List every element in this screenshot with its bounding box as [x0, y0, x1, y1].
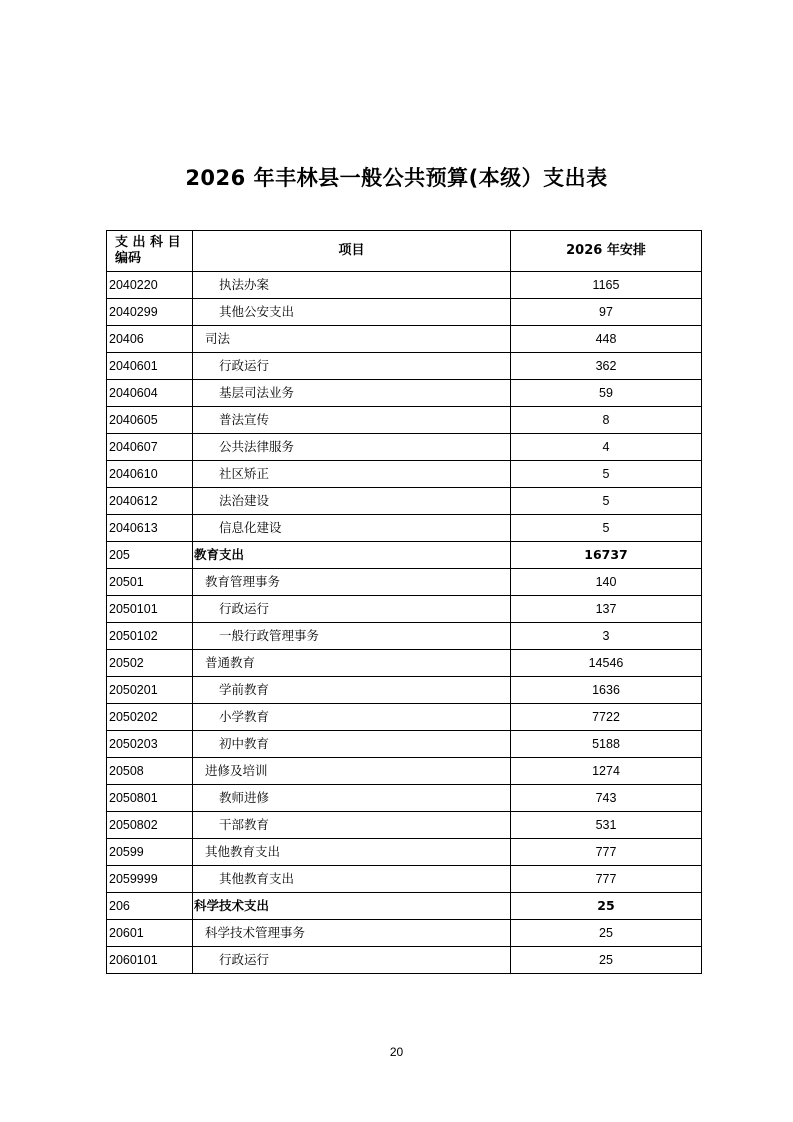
table-header-row	[107, 231, 702, 272]
row-amount: 140	[511, 569, 702, 596]
table-row	[107, 893, 702, 920]
table-row	[107, 785, 702, 812]
row-code: 20508	[107, 758, 193, 785]
row-item-name: 公共法律服务	[193, 434, 511, 461]
row-code: 20601	[107, 920, 193, 947]
row-amount: 97	[511, 299, 702, 326]
row-item-name: 学前教育	[193, 677, 511, 704]
row-code: 2040607	[107, 434, 193, 461]
header-code-line2: 编码	[115, 251, 142, 266]
row-item-name: 基层司法业务	[193, 380, 511, 407]
row-item-name: 干部教育	[193, 812, 511, 839]
row-item-name: 社区矫正	[193, 461, 511, 488]
row-code: 2050102	[107, 623, 193, 650]
table-row	[107, 380, 702, 407]
row-code: 2059999	[107, 866, 193, 893]
row-amount: 25	[511, 947, 702, 974]
table-row	[107, 677, 702, 704]
row-item-name: 行政运行	[193, 353, 511, 380]
row-amount: 777	[511, 839, 702, 866]
row-code: 2050203	[107, 731, 193, 758]
table-row	[107, 569, 702, 596]
row-code: 2040299	[107, 299, 193, 326]
row-code: 206	[107, 893, 193, 920]
row-item-name: 进修及培训	[193, 758, 511, 785]
table-row	[107, 596, 702, 623]
row-code: 2050101	[107, 596, 193, 623]
row-amount: 5188	[511, 731, 702, 758]
table-row	[107, 434, 702, 461]
row-amount: 14546	[511, 650, 702, 677]
row-code: 2050201	[107, 677, 193, 704]
row-amount: 16737	[511, 542, 702, 569]
table-row	[107, 866, 702, 893]
table-row	[107, 812, 702, 839]
row-amount: 25	[511, 920, 702, 947]
table-row	[107, 461, 702, 488]
table-row	[107, 488, 702, 515]
row-item-name: 信息化建设	[193, 515, 511, 542]
row-amount: 3	[511, 623, 702, 650]
row-item-name: 教育支出	[193, 542, 511, 569]
header-code-line1: 支 出 科 目	[115, 235, 181, 250]
row-amount: 1165	[511, 272, 702, 299]
row-item-name: 科学技术管理事务	[193, 920, 511, 947]
table-row	[107, 623, 702, 650]
row-item-name: 行政运行	[193, 947, 511, 974]
table-body	[107, 231, 702, 974]
row-amount: 1274	[511, 758, 702, 785]
row-amount: 1636	[511, 677, 702, 704]
table-row	[107, 326, 702, 353]
row-amount: 448	[511, 326, 702, 353]
row-code: 2040610	[107, 461, 193, 488]
table-row	[107, 272, 702, 299]
table-row	[107, 542, 702, 569]
page-title: 2026 年丰林县一般公共预算(本级）支出表	[185, 166, 608, 190]
row-item-name: 小学教育	[193, 704, 511, 731]
row-amount: 4	[511, 434, 702, 461]
row-amount: 743	[511, 785, 702, 812]
table-row	[107, 758, 702, 785]
row-item-name: 其他教育支出	[193, 839, 511, 866]
row-item-name: 科学技术支出	[193, 893, 511, 920]
table-row	[107, 353, 702, 380]
row-amount: 5	[511, 488, 702, 515]
row-item-name: 初中教育	[193, 731, 511, 758]
row-item-name: 司法	[193, 326, 511, 353]
row-code: 20501	[107, 569, 193, 596]
table-row	[107, 839, 702, 866]
row-item-name: 行政运行	[193, 596, 511, 623]
table-row	[107, 299, 702, 326]
row-code: 2040613	[107, 515, 193, 542]
row-code: 2040605	[107, 407, 193, 434]
table-row	[107, 515, 702, 542]
page-number: 20	[389, 1045, 404, 1059]
row-code: 2050202	[107, 704, 193, 731]
row-code: 2040612	[107, 488, 193, 515]
header-item: 项目	[193, 231, 511, 272]
table-row	[107, 650, 702, 677]
row-amount: 5	[511, 461, 702, 488]
row-item-name: 执法办案	[193, 272, 511, 299]
header-code	[107, 231, 193, 272]
row-code: 2060101	[107, 947, 193, 974]
row-item-name: 其他教育支出	[193, 866, 511, 893]
row-amount: 59	[511, 380, 702, 407]
row-amount: 777	[511, 866, 702, 893]
row-amount: 531	[511, 812, 702, 839]
table-row	[107, 704, 702, 731]
table-row	[107, 947, 702, 974]
row-code: 20406	[107, 326, 193, 353]
row-amount: 137	[511, 596, 702, 623]
row-code: 2040604	[107, 380, 193, 407]
row-amount: 8	[511, 407, 702, 434]
header-amount: 2026 年安排	[511, 231, 702, 272]
table-row	[107, 731, 702, 758]
table-row	[107, 407, 702, 434]
row-code: 2050801	[107, 785, 193, 812]
row-amount: 362	[511, 353, 702, 380]
row-code: 20599	[107, 839, 193, 866]
table-row	[107, 920, 702, 947]
budget-table	[106, 230, 702, 974]
row-item-name: 普通教育	[193, 650, 511, 677]
row-code: 2040220	[107, 272, 193, 299]
row-code: 2040601	[107, 353, 193, 380]
row-item-name: 教师进修	[193, 785, 511, 812]
row-item-name: 法治建设	[193, 488, 511, 515]
row-code: 205	[107, 542, 193, 569]
row-item-name: 其他公安支出	[193, 299, 511, 326]
row-amount: 5	[511, 515, 702, 542]
row-item-name: 普法宣传	[193, 407, 511, 434]
row-code: 2050802	[107, 812, 193, 839]
row-item-name: 教育管理事务	[193, 569, 511, 596]
row-item-name: 一般行政管理事务	[193, 623, 511, 650]
row-amount: 7722	[511, 704, 702, 731]
row-amount: 25	[511, 893, 702, 920]
row-code: 20502	[107, 650, 193, 677]
